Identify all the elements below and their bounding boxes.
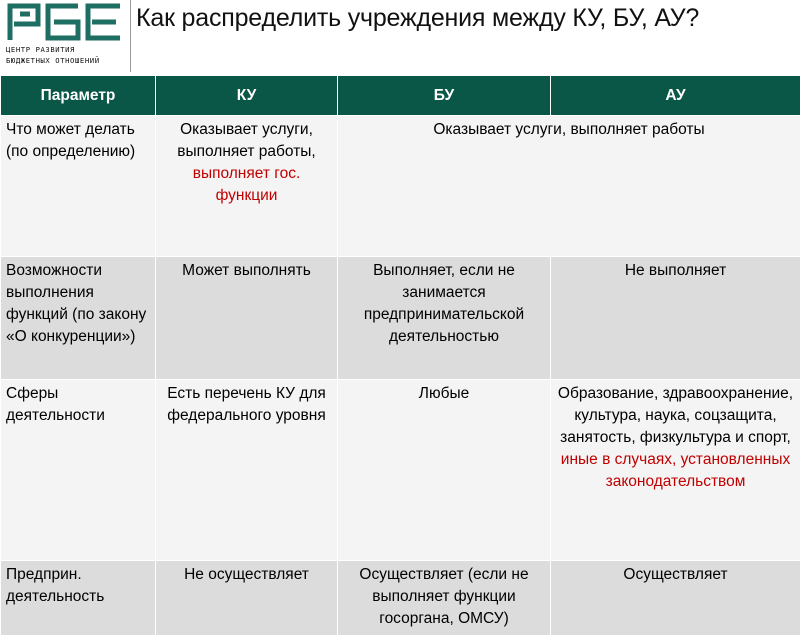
logo — [0, 0, 131, 72]
header-param: Параметр — [1, 76, 156, 116]
header-au: АУ — [551, 76, 801, 116]
header-ku: КУ — [156, 76, 338, 116]
table-row — [1, 561, 801, 636]
cell-ku: Может выполнять — [156, 257, 338, 380]
cell-au-text: Образование, здравоохранение, культура, наука, соцзащита, занятость, физкультура и спорт, — [557, 385, 794, 446]
table-row — [1, 116, 801, 257]
cell-ku-text: Оказывает услуги, выполняет работы, — [177, 121, 316, 160]
cell-au: Не выполняет — [551, 257, 801, 380]
cell-ku — [156, 116, 338, 257]
cell-param: Что может делать (по определению) — [1, 116, 156, 257]
cell-param: Возможности выполнения функций (по закону «О конкуренции») — [1, 257, 156, 380]
cell-ku: Не осуществляет — [156, 561, 338, 636]
cell-bu: Любые — [338, 380, 551, 561]
page-title: Как распределить учреждения между КУ, БУ, АУ? — [136, 4, 700, 32]
comparison-table — [0, 75, 801, 636]
table-header-row — [1, 76, 801, 116]
cell-param: Предприн. деятельность — [1, 561, 156, 636]
cell-ku-highlight: выполняет гос. функции — [192, 165, 301, 204]
logo-subtitle-line1: ЦЕНТР РАЗВИТИЯ — [6, 45, 75, 54]
logo-subtitle-line2: БЮДЖЕТНЫХ ОТНОШЕНИЙ — [6, 56, 100, 65]
cell-param: Сферы деятельности — [1, 380, 156, 561]
cell-ku: Есть перечень КУ для федерального уровня — [156, 380, 338, 561]
logo-mark-icon — [0, 0, 130, 44]
table-row — [1, 257, 801, 380]
cell-bu-au-merged: Оказывает услуги, выполняет работы — [338, 116, 801, 257]
cell-au-highlight: иные в случаях, установленных законодательством — [560, 451, 791, 490]
cell-au — [551, 380, 801, 561]
cell-bu: Выполняет, если не занимается предпринимательской деятельностью — [338, 257, 551, 380]
cell-bu: Осуществляет (если не выполняет функции госоргана, ОМСУ) — [338, 561, 551, 636]
slide-header — [0, 0, 800, 72]
table-row — [1, 380, 801, 561]
cell-au: Осуществляет — [551, 561, 801, 636]
header-bu: БУ — [338, 76, 551, 116]
